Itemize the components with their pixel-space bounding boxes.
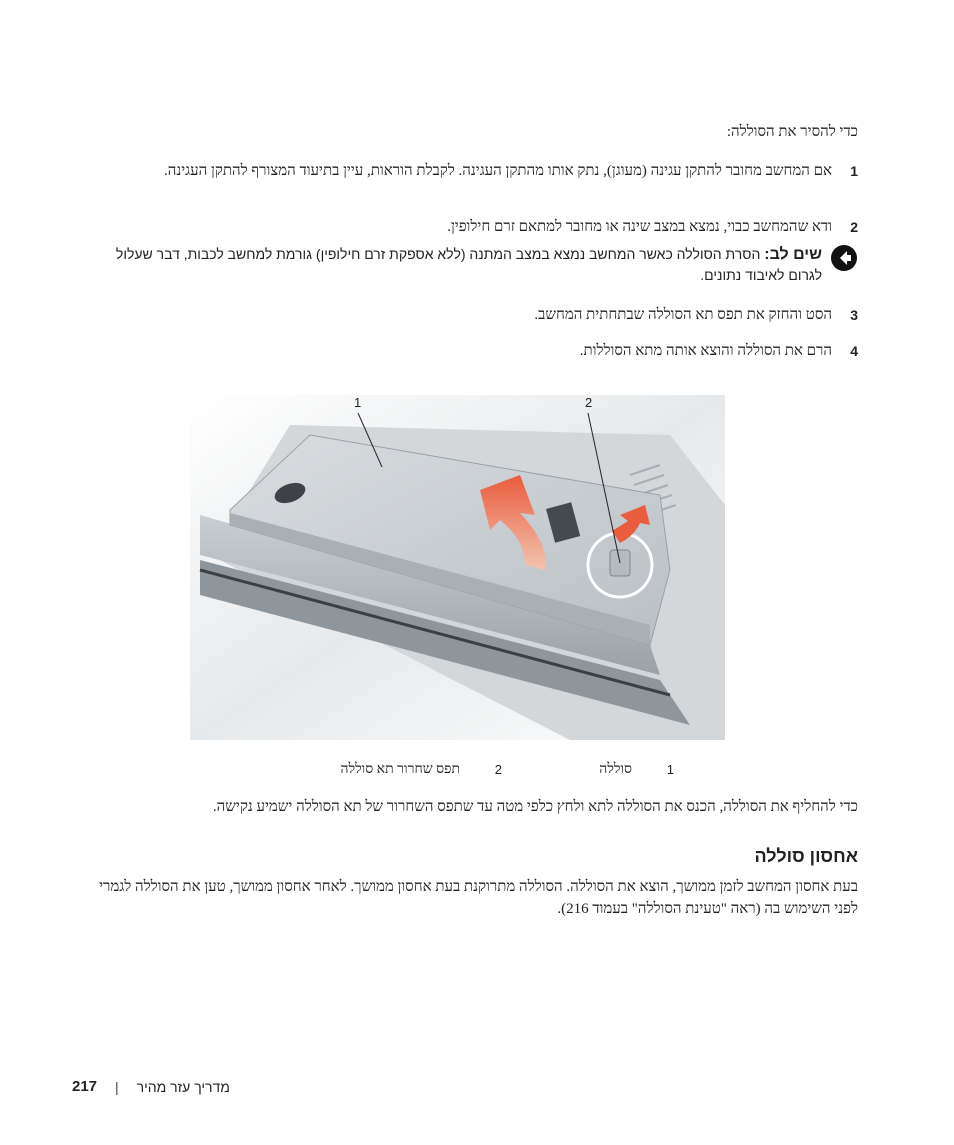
step-number: 3 (850, 307, 858, 323)
notice-text: הסרת הסוללה כאשר המחשב נמצא במצב המתנה (ללא אספקת זרם חילופין) גורמת למחשב לכבות, דבר שעלול לגרום לאיבוד נתונים. (115, 246, 822, 283)
page-footer (72, 1078, 230, 1095)
intro-text: כדי להסיר את הסוללה: (726, 124, 858, 140)
legend-item-latch (330, 762, 502, 778)
step-2 (98, 216, 858, 238)
replace-battery-text: כדי להחליף את הסוללה, הכנס את הסוללה לתא ולחץ כלפי מטה עד שתפס השחרור של תא הסוללה ישמיע נקישה. (212, 799, 858, 815)
step-number: 4 (850, 343, 858, 359)
step-text: הסט והחזק את תפס תא הסוללה שבתחתית המחשב. (534, 307, 832, 323)
callout-2: 2 (585, 395, 593, 410)
callout-1: 1 (354, 395, 362, 410)
footer-separator: | (115, 1078, 119, 1095)
legend-label: סוללה (599, 762, 632, 777)
battery-illustration (190, 395, 725, 740)
step-text: ודא שהמחשב כבוי, נמצא במצב שינה או מחובר למתאם זרם חילופין. (447, 219, 832, 235)
step-number: 1 (850, 163, 858, 179)
footer-title: מדריך עזר מהיר (136, 1078, 230, 1095)
page-number: 217 (72, 1078, 98, 1095)
notice-content (98, 244, 822, 285)
notice-box (98, 244, 858, 285)
battery-removal-figure (190, 395, 725, 740)
legend-item-battery (502, 762, 674, 778)
notice-label: שים לב: (764, 246, 822, 263)
legend-number: 2 (494, 762, 502, 777)
step-text: אם המחשב מחובר להתקן עגינה (מעוגן), נתק אותו מהתקן העגינה. לקבלת הוראות, עיין בתיעוד המצורף להתקן העגינה. (163, 163, 832, 179)
legend-number: 1 (666, 762, 674, 777)
step-text: הרם את הסוללה והוצא אותה מתא הסוללות. (579, 343, 832, 359)
notice-icon (830, 244, 858, 272)
section-text: בעת אחסון המחשב לזמן ממושך, הוצא את הסוללה. הסוללה מתרוקנת בעת אחסון ממושך. לאחר אחסון ממושך, טען את הסוללה לגמרי לפני השימוש בה (ראה "טעינת הסוללה" בעמוד 216). (99, 879, 858, 917)
step-4 (98, 340, 858, 362)
legend-label: תפס שחרור תא סוללה (340, 762, 460, 777)
step-1 (98, 160, 858, 182)
step-number: 2 (850, 219, 858, 235)
figure-legend (330, 762, 674, 778)
section-heading: אחסון סוללה (754, 846, 858, 866)
step-3 (98, 304, 858, 326)
